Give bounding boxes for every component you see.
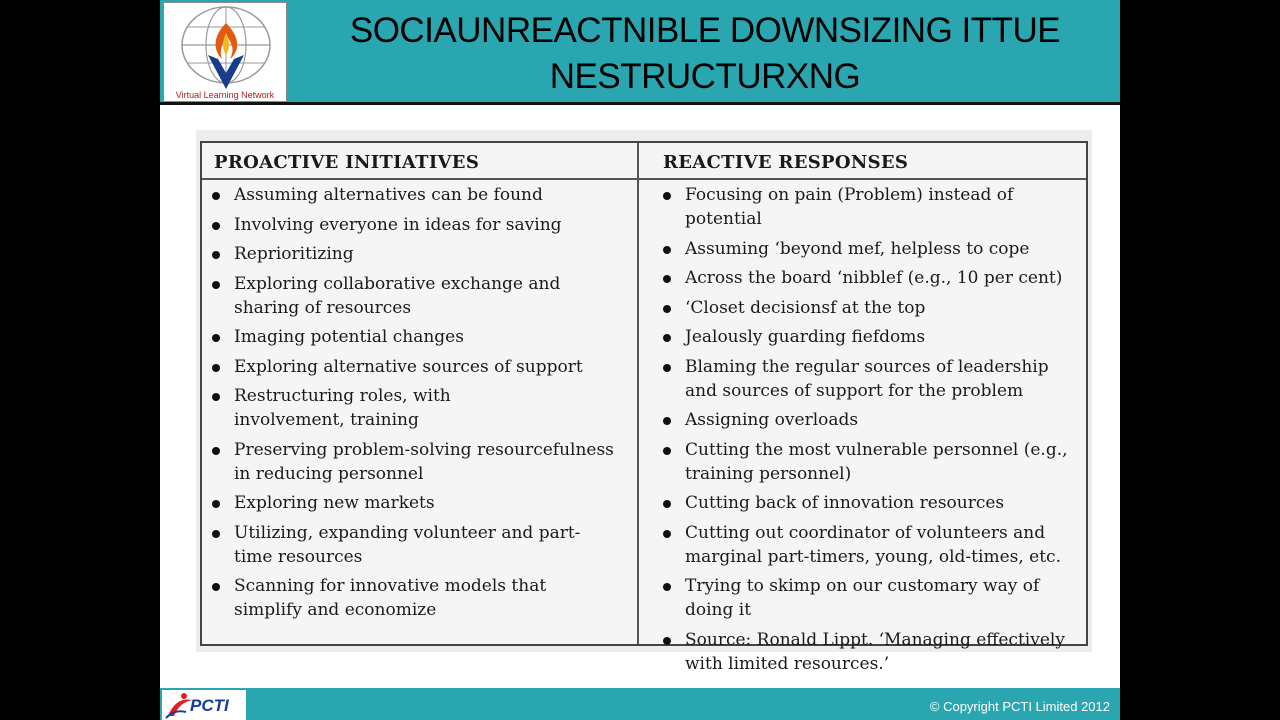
list-item: Cutting back of innovation resources [653, 491, 1083, 515]
slide-header [160, 0, 1120, 104]
vln-logo [163, 2, 287, 102]
copyright-text: © Copyright PCTI Limited 2012 [929, 699, 1110, 714]
list-item: Across the board ‘nibblef (e.g., 10 per cent) [653, 266, 1083, 290]
list-item: Reprioritizing [202, 242, 622, 266]
pcti-logo [162, 690, 246, 720]
comparison-table [200, 141, 1088, 674]
list-item: Cutting out coordinator of volunteers and marginal part-timers, young, old-times, etc. [653, 521, 1083, 569]
list-item: Source: Ronald Lippt. ‘Managing effectively with limited resources.’ [653, 628, 1083, 676]
logo-caption: Virtual Learning Network [175, 90, 275, 100]
list-item: Jealously guarding fiefdoms [653, 325, 1083, 349]
proactive-list [202, 183, 622, 628]
slide-footer [160, 688, 1120, 720]
list-item: Preserving problem-solving resourcefulness in reducing personnel [202, 438, 624, 486]
list-item: Focusing on pain (Problem) instead of potential [653, 183, 1083, 231]
globe-flame-icon [164, 3, 287, 91]
list-item: Assuming ‘beyond mef, helpless to cope [653, 237, 1083, 261]
header-divider-line [202, 178, 1086, 180]
header-divider [160, 102, 1120, 105]
list-item: Assuming alternatives can be found [202, 183, 622, 207]
list-item: Trying to skimp on our customary way of doing it [653, 574, 1083, 622]
reactive-heading: REACTIVE RESPONSES [663, 152, 909, 173]
title-line-2: NESTRUCTURXNG [549, 57, 861, 96]
list-item: Cutting the most vulnerable personnel (e.g., training personnel) [653, 438, 1083, 486]
list-item: Exploring alternative sources of support [202, 355, 622, 379]
title-line-1: SOCIAUNREACTNIBLE DOWNSIZING ITTUE [349, 11, 1061, 50]
list-item: Exploring new markets [202, 491, 622, 515]
list-item: ‘Closet decisionsf at the top [653, 296, 1083, 320]
list-item: Utilizing, expanding volunteer and part-time resources [202, 521, 594, 569]
slide-title [300, 8, 1110, 100]
pcti-logo-text: PCTI [190, 696, 229, 715]
reactive-list [653, 183, 1083, 681]
list-item: Restructuring roles, with involvement, training [202, 384, 564, 432]
proactive-heading: PROACTIVE INITIATIVES [214, 152, 480, 173]
column-divider [637, 143, 639, 644]
list-item: Scanning for innovative models that simplify and economize [202, 574, 564, 622]
list-item: Involving everyone in ideas for saving [202, 213, 622, 237]
list-item: Imaging potential changes [202, 325, 622, 349]
list-item: Blaming the regular sources of leadership and sources of support for the problem [653, 355, 1083, 403]
slide [160, 0, 1120, 720]
list-item: Exploring collaborative exchange and sharing of resources [202, 272, 564, 320]
list-item: Assigning overloads [653, 408, 1083, 432]
